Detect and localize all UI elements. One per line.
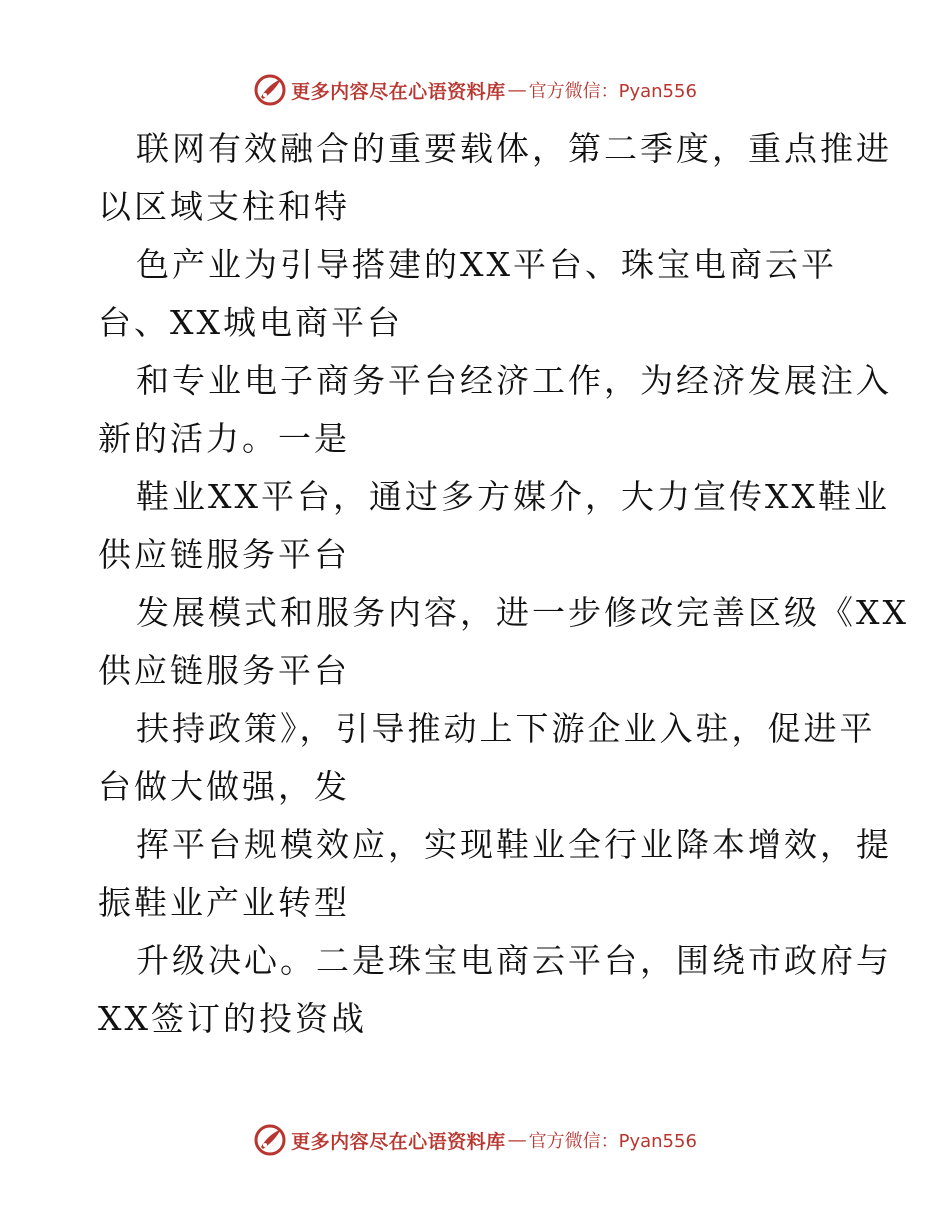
footer-separator: — [507, 1129, 527, 1151]
body-line: 鞋业XX平台，通过多方媒介，大力宣传XX鞋业 [136, 477, 890, 516]
body-line: 色产业为引导搭建的XX平台、珠宝电商云平 [136, 245, 837, 284]
header-contact-text: 官方微信：Pyan556 [528, 81, 697, 102]
quill-seal-icon [253, 73, 287, 107]
body-line: 以区域支柱和特 [98, 187, 350, 226]
body-line: XX签订的投资战 [98, 999, 367, 1038]
body-line: 和专业电子商务平台经济工作，为经济发展注入 [136, 361, 892, 400]
body-line: 挥平台规模效应，实现鞋业全行业降本增效，提 [136, 825, 892, 864]
body-line: 台、XX城电商平台 [98, 303, 403, 342]
footer-contact-text: 官方微信：Pyan556 [528, 1131, 697, 1152]
footer-banner [0, 1120, 950, 1160]
footer-brand-text: 更多内容尽在心语资料库 [291, 1130, 506, 1153]
document-body [98, 120, 909, 1048]
body-line: 供应链服务平台 [98, 651, 350, 690]
header-banner [0, 70, 950, 110]
body-line: 联网有效融合的重要载体，第二季度，重点推进 [136, 129, 892, 168]
body-line: 新的活力。一是 [98, 419, 350, 458]
quill-seal-icon [253, 1123, 287, 1157]
header-brand-text: 更多内容尽在心语资料库 [291, 80, 506, 103]
body-line: 台做大做强，发 [98, 767, 350, 806]
body-line: 扶持政策》，引导推动上下游企业入驻，促进平 [136, 709, 876, 748]
body-line: 升级决心。二是珠宝电商云平台，围绕市政府与 [136, 941, 892, 980]
body-line: 发展模式和服务内容，进一步修改完善区级《XX [136, 593, 909, 632]
body-line: 供应链服务平台 [98, 535, 350, 574]
header-separator: — [507, 79, 527, 101]
body-line: 振鞋业产业转型 [98, 883, 350, 922]
